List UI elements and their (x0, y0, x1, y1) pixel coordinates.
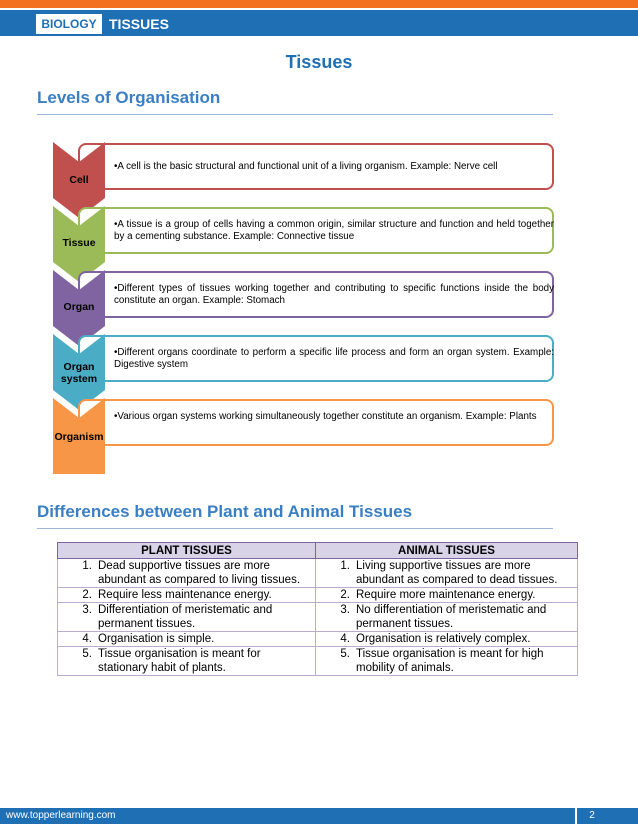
differences-table (57, 542, 578, 676)
animal-cell: Tissue organisation is meant for high mobility of animals. (356, 648, 544, 674)
row-number: 4. (340, 633, 350, 645)
level-label-cell: Cell (69, 174, 89, 186)
table-row (58, 603, 578, 632)
table-row (58, 632, 578, 647)
differences-heading-rule (37, 528, 553, 529)
plant-cell: Require less maintenance energy. (98, 589, 272, 601)
level-label-organ: Organ (63, 301, 95, 313)
animal-cell: Require more maintenance energy. (356, 589, 536, 601)
page-number: 2 (589, 810, 595, 821)
plant-cell: Dead supportive tissues are more abundant as compared to living tissues. (98, 560, 301, 586)
level-label-organ-system: Organ system (60, 361, 98, 385)
footer-url: www.topperlearning.com (6, 810, 116, 821)
plant-cell: Differentiation of meristematic and permanent tissues. (98, 604, 273, 630)
row-number: 1. (82, 560, 92, 572)
level-text-tissue: •A tissue is a group of cells having a common origin, similar structure and function and held together by a cementing substance. Example: Connective tissue (114, 219, 554, 242)
levels-heading-rule (37, 114, 553, 115)
level-text-organism: •Various organ systems working simultaneously together constitute an organism. Example: Plants (114, 411, 537, 422)
header-animal-tissues: ANIMAL TISSUES (316, 543, 578, 559)
animal-cell: No differentiation of meristematic and permanent tissues. (356, 604, 547, 630)
footer-divider (575, 808, 577, 824)
header-plant-tissues: PLANT TISSUES (58, 543, 316, 559)
plant-cell: Organisation is simple. (98, 633, 215, 645)
animal-cell: Living supportive tissues are more abundant as compared to dead tissues. (356, 560, 558, 586)
table-header-row (58, 543, 578, 559)
levels-heading: Levels of Organisation (37, 88, 221, 107)
row-number: 3. (340, 604, 350, 616)
subject-label: BIOLOGY (36, 14, 102, 34)
animal-cell: Organisation is relatively complex. (356, 633, 531, 645)
level-label-tissue: Tissue (62, 237, 96, 249)
level-text-organ: •Different types of tissues working together and contributing to specific functions inside the body constitute an organ. Example: Stomach (114, 283, 554, 306)
differences-heading: Differences between Plant and Animal Tissues (37, 502, 413, 521)
header-accent-bar (0, 0, 638, 8)
table-row (58, 588, 578, 603)
level-label-organism: Organism (54, 431, 104, 443)
row-number: 3. (82, 604, 92, 616)
page-title: Tissues (285, 52, 353, 72)
row-number: 1. (340, 560, 350, 572)
plant-cell: Tissue organisation is meant for stationary habit of plants. (98, 648, 261, 674)
row-number: 5. (82, 648, 92, 660)
row-number: 2. (82, 589, 92, 601)
row-number: 4. (82, 633, 92, 645)
level-text-cell: •A cell is the basic structural and functional unit of a living organism. Example: Nerve cell (114, 161, 498, 172)
table-row (58, 647, 578, 676)
level-text-organ-system: •Different organs coordinate to perform a specific life process and form an organ system. Example: Digestive system (114, 347, 554, 370)
row-number: 5. (340, 648, 350, 660)
chapter-label: TISSUES (109, 16, 169, 32)
table-row (58, 559, 578, 588)
row-number: 2. (340, 589, 350, 601)
